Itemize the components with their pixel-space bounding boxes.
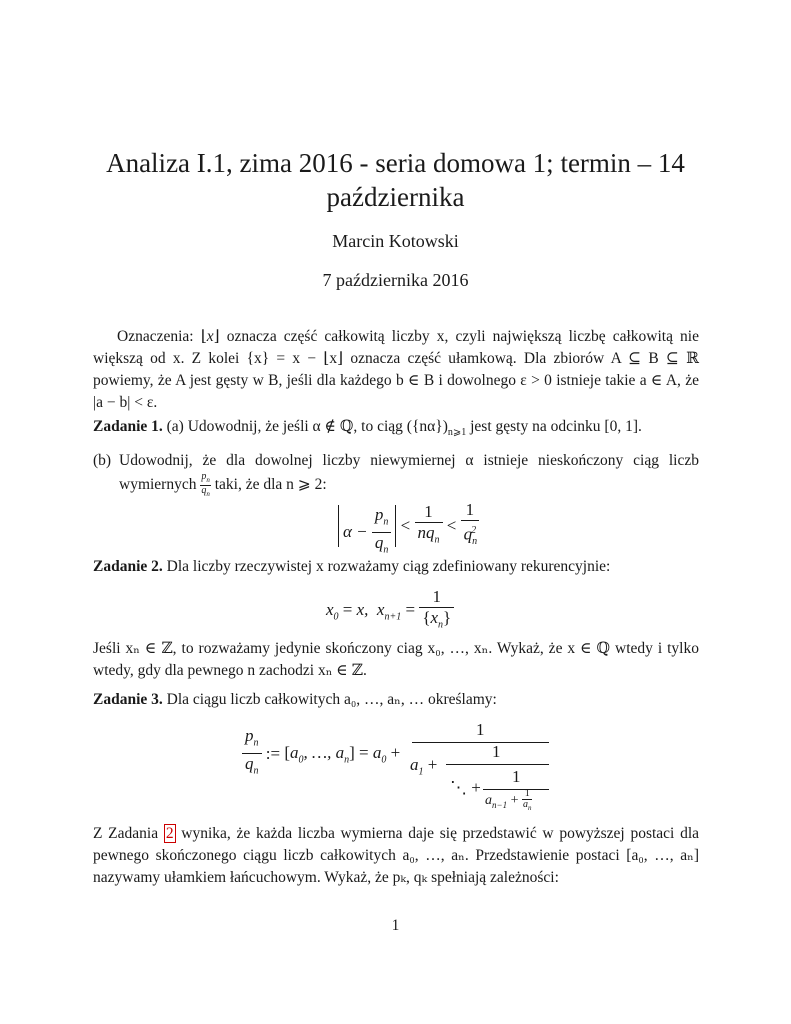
date: 7 października 2016 xyxy=(322,270,469,290)
pn-qn-inline-fraction: $\frac{p_n}{q_n}$ xyxy=(201,471,210,498)
intro-text: oznacza część całkowitą liczby x, czyli największą liczbę całkowitą nie większą od x. Z kolei {x} = x − ⌊x⌋ oznacza część ułamkową. Dla zbiorów A ⊆ B ⊆ ℝ powiemy, że A jest gęsty w B, jeśli dla każdego b ∈ B i dowolnego ε > 0 istnieje takie a ∈ A, że |a − b| < ε. xyxy=(93,328,699,411)
equation-approximation: α − $\frac{p_n}{q_n}$ < $\frac{1}{nq_n}$ < $\frac{1}{q_n^2}$ xyxy=(338,500,479,552)
task-1a-text: (a) Udowodnij, że jeśli α ∉ ℚ, to ciąg ({nα}) xyxy=(166,418,448,435)
task-1-label: Zadanie 1. xyxy=(93,418,163,435)
task-3-statement xyxy=(93,689,699,711)
task-3-conclusion xyxy=(93,823,699,889)
document-title: Analiza I.1, zima 2016 - seria domowa 1; termin – 14 października xyxy=(106,148,685,212)
task-2-conclusion: Jeśli xₙ ∈ ℤ, to rozważamy jedynie skończony ciag x₀, …, xₙ. Wykaż, że x ∈ ℚ wtedy i tylko wtedy, gdy dla pewnego n zachodzi xₙ ∈ ℤ. xyxy=(93,640,699,679)
task-3-label: Zadanie 3. xyxy=(93,691,163,708)
task-1b-label: (b) xyxy=(93,452,112,469)
page: Analiza I.1, zima 2016 - seria domowa 1; termin – 14 października Marcin Kotowski 7 października 2016 Oznaczenia: ⌊x⌋ oznacza część całkowitą liczby x, czyli największą liczbę całkowitą nie większą od x. Z kolei {x} = x − ⌊x⌋ oznacza część ułamkową. Dla zbiorów A ⊆ B ⊆ ℝ powiemy, że A jest gęsty w B, jeśli dla każdego b ∈ B i dowolnego ε > 0 istnieje takie a ∈ A, że |a − b| < ε. Zadanie 1. (a) Udowodnij, że jeśli α ∉ ℚ, to ciąg $(\{n\alpha\})_{n⩾1}$ jest gęsty na odcinku [0, 1]. (b) Udowodnij, że dla dowolnej liczby niewymiernej α istnieje nieskończony ciąg liczb wymiernych $\frac{p_n}{q_n}$ taki, że dla n ⩾ 2: α − $\frac{p_n}{q_n}$ < $\frac{1}{nq_n}$ < $\frac{1}{q_n^2}$ Zadanie 2. Dla liczby rzeczywistej x rozważamy ciąg zdefiniowany rekurencyjnie: $x_0 = x$, $x_{n+1}$ = $\frac{1}{\{x_n\}}$ Jeśli xₙ ∈ ℤ, to rozważamy jedynie skończony ciag x₀, …, xₙ. Wykaż, że x ∈ ℚ wtedy i tylko wtedy, gdy dla pewnego n zachodzi xₙ ∈ ℤ. Zadanie 3. Dla ciągu liczb całkowitych a₀, …, aₙ, … określamy: $\frac{p_n}{q_n}$ := [$a_0$, …, $a_n] = a_0$ + 1 $a_1$ + 1 ⋱ + 1 $a_{n-1}$ + $\frac{1}{a_n}$ Z Zadania 2 wynika, że każda liczba wymierna daje się przedstawić w powyższej postaci dla pewnego skończonego ciągu liczb całkowitych a₀, …, aₙ. Przedstawienie postaci [a₀, …, aₙ] nazywamy ułamkiem łańcuchowym. Wykaż, że pₖ, qₖ spełniają zależności: 1 xyxy=(0,0,791,1024)
task-1-part-b xyxy=(93,450,699,499)
page-number: 1 xyxy=(391,917,400,934)
task-3-text: Dla ciągu liczb całkowitych a₀, …, aₙ, … określamy: xyxy=(166,691,497,708)
task-1a-subscript: n⩾1 xyxy=(447,427,467,439)
task-2-label: Zadanie 2. xyxy=(93,558,163,575)
task-1b-tail: taki, że dla n ⩾ 2: xyxy=(214,476,327,494)
task-2-reference-link[interactable]: 2 xyxy=(165,825,174,842)
task-2-text: Dla liczby rzeczywistej x rozważamy ciąg zdefiniowany rekurencyjnie: xyxy=(166,558,611,575)
task-1b-text: Udowodnij, że dla dowolnej liczby niewymiernej α istnieje nieskończony ciąg liczb wymiernych xyxy=(119,452,699,494)
task-1-part-a xyxy=(93,416,699,444)
task-2-statement xyxy=(93,556,699,578)
author: Marcin Kotowski xyxy=(332,231,459,251)
intro-lead: Oznaczenia: xyxy=(117,328,194,345)
intro-paragraph: Oznaczenia: ⌊x⌋ oznacza część całkowitą liczby x, czyli największą liczbę całkowitą nie większą od x. Z kolei {x} = x − ⌊x⌋ oznacza część ułamkową. Dla zbiorów A ⊆ B ⊆ ℝ powiemy, że A jest gęsty w B, jeśli dla każdego b ∈ B i dowolnego ε > 0 istnieje takie a ∈ A, że |a − b| < ε. xyxy=(93,328,699,411)
task-3-after-pre: Z Zadania xyxy=(93,825,159,842)
equation-recursion: $x_0 = x$, $x_{n+1}$ = $\frac{1}{\{x_n\}}$ xyxy=(326,587,454,635)
task-1a-tail: jest gęsty na odcinku [0, 1]. xyxy=(470,418,642,435)
task-3-after-post: wynika, że każda liczba wymierna daje się przedstawić w powyższej postaci dla pewnego skończonego ciągu liczb całkowitych a₀, …, aₙ. Przedstawienie postaci [a₀, …, aₙ] nazywamy ułamkiem łańcuchowym. Wykaż, że pₖ, qₖ spełniają zależności: xyxy=(93,825,700,886)
